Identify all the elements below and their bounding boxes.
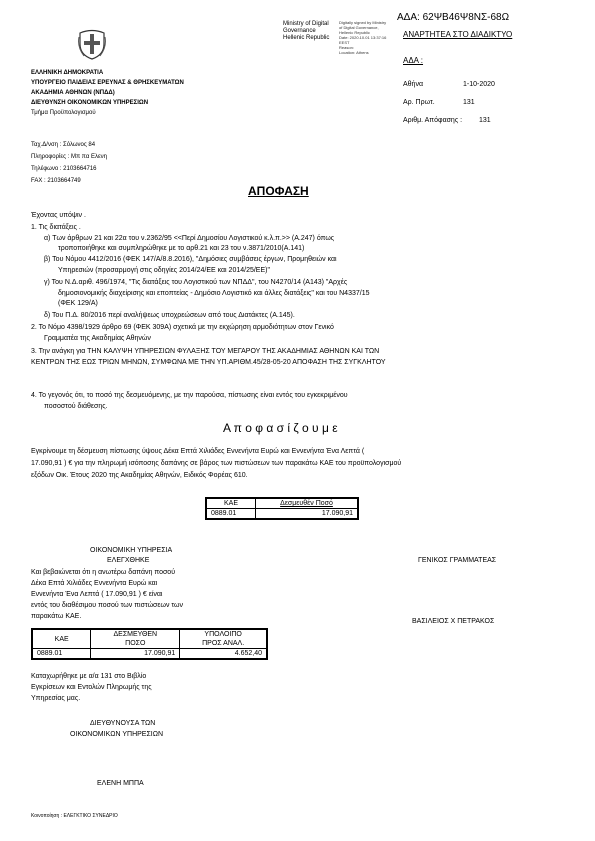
item-b-line2: Υπηρεσιών (προσαρμογή στις οδηγίες 2014/24/ΕΕ και 2014/25/ΕΕ)" — [58, 267, 270, 274]
decision-label: Αριθμ. Απόφασης : — [403, 117, 463, 124]
item-g-line3: (ΦΕΚ 129/Α) — [58, 300, 98, 307]
header-line: ΕΛΛΗΝΙΚΗ ΔΗΜΟΚΡΑΤΙΑ — [31, 70, 104, 76]
certification-line: Εννενήντα Ένα Λεπτά ( 17.090,91 ) € είναι — [31, 591, 163, 598]
signature-line: Digitally signed by Ministry — [339, 20, 387, 25]
ministry-line: Ministry of Digital — [283, 21, 329, 27]
contact-line: Τηλέφωνο : 2103664716 — [31, 166, 97, 172]
header-line: ΥΠΟΥΡΓΕΙΟ ΠΑΙΔΕΙΑΣ ΕΡΕΥΝΑΣ & ΘΡΗΣΚΕΥΜΑΤΩΝ — [31, 80, 184, 86]
cell-kae: 0889.01 — [32, 649, 91, 660]
item-a-line1: α) Των άρθρων 21 και 22α του ν.2362/95 <<Περί Δημοσίου Λογιστικού κ.λ.π.>> (Α.247) όπως — [44, 235, 335, 242]
certification-line: παρακάτω ΚΑΕ. — [31, 613, 82, 620]
approval-line1: Εγκρίνουμε τη δέσμευση πίστωσης ύψους Δέκα Επτά Χιλιάδες Εννενήντα Ευρώ και Εννενήντα Ένα Λεπτά ( — [31, 448, 365, 455]
balance-table — [31, 628, 268, 660]
registration-line: Καταχωρήθηκε με α/α 131 στο Βιβλίο — [31, 673, 147, 680]
checked-label: ΕΛΕΓΧΘΗΚΕ — [107, 557, 150, 564]
considering-label: Έχοντας υπόψιν . — [31, 212, 86, 219]
director-name: ΕΛΕΝΗ ΜΠΠΑ — [97, 780, 144, 787]
financial-service: ΟΙΚΟΝΟΜΙΚΗ ΥΠΗΡΕΣΙΑ — [90, 547, 173, 554]
header-committed-line2: ΠΟΣΟ — [125, 640, 146, 647]
contact-line: FAX : 2103664749 — [31, 178, 81, 184]
secretary-name: ΒΑΣΙΛΕΙΟΣ Χ ΠΕΤΡΑΚΟΣ — [412, 618, 495, 625]
item-g-line1: γ) Του Ν.Δ.αριθ. 496/1974, "Τις διατάξεις του Λογιστικού των ΝΠΔΔ", του Ν4270/14 (Α143) "Αρχές — [44, 279, 348, 286]
signature-line: Hellenic Republic — [339, 30, 370, 35]
director-title-line2: ΟΙΚΟΝΟΜΙΚΩΝ ΥΠΗΡΕΣΙΩΝ — [70, 731, 164, 738]
registration-line: Υπηρεσίας μας. — [31, 695, 81, 702]
secretary-title: ΓΕΝΙΚΟΣ ΓΡΑΜΜΑΤΕΑΣ — [418, 557, 497, 564]
item-3-line1: 3. Την ανάγκη για ΤΗΝ ΚΑΛΥΨΗ ΥΠΗΡΕΣΙΩΝ ΦΥΛΑΞΗΣ ΤΟΥ ΜΕΓΑΡΟΥ ΤΗΣ ΑΚΑΔΗΜΙΑΣ ΑΘΗΝΩΝ ΚΑΙ ΤΩΝ — [31, 348, 380, 355]
certification-text — [31, 567, 183, 622]
certification-line: Δέκα Επτά Χιλιάδες Εννενήντα Ευρώ και — [31, 580, 158, 587]
header-committed — [91, 629, 180, 649]
protocol-number: 131 — [463, 99, 475, 106]
athens-date: 1-10-2020 — [463, 81, 495, 88]
ministry-text — [283, 21, 329, 42]
registration-note — [31, 671, 152, 704]
item-g-line2: δημοσιονομικής διαχείρισης και εποπτείας - Δημόσιο Λογιστικό και άλλες διατάξεις" και του Ν4337/15 — [58, 290, 370, 297]
header-remaining — [180, 629, 267, 649]
athens-label: Αθήνα — [403, 81, 424, 88]
signature-line: of Digital Governance, — [339, 25, 379, 30]
org-header — [31, 68, 184, 118]
certification-line: εντός του διαθέσιμου ποσού των πιστώσεων των — [31, 602, 184, 609]
item-2-line1: 2. Το Νόμο 4398/1929 άρθρο 69 (ΦΕΚ 309Α) σχετικά με την εκχώρηση αρμοδιότητων στον Γενικό — [31, 324, 334, 331]
coat-of-arms-emblem — [78, 27, 106, 60]
contact-line: Πληροφορίες : Μπ πα Ελενη — [31, 154, 107, 160]
decision-number: 131 — [479, 117, 491, 124]
protocol-label: Αρ. Πρωτ. — [403, 99, 435, 106]
item-4-line1: 4. Το γεγονός ότι, το ποσό της δεσμευόμενης, με την παρούσα, πίστωσης είναι εντός του εγκεκριμένου — [31, 392, 348, 399]
page-title: ΑΠΟΦΑΣΗ — [248, 184, 309, 198]
signature-line: Location: Athens — [339, 50, 369, 55]
contact-line: Ταχ.Δ/νση : Σόλωνος 84 — [31, 142, 96, 148]
item-1: 1. Τις διατάξεις . — [31, 224, 81, 231]
header-kae: ΚΑΕ — [206, 498, 256, 509]
header-remaining-line2: ΠΡΟΣ ΑΝΑΛ. — [202, 640, 245, 647]
ada-label: ΑΔΑ : — [403, 56, 424, 65]
cell-amount: 17.090,91 — [91, 649, 180, 660]
header-kae: ΚΑΕ — [32, 629, 91, 649]
approval-line2: 17.090,91 ) € για την πληρωμή ισόποσης δαπάνης σε βάρος των πιστώσεων των παρακάτω ΚΑΕ του προϋπολογισμού — [31, 460, 402, 467]
item-b-line1: β) Του Νόμου 4412/2016 (ΦΕΚ 147/Α/8.8.2016), "Δημόσιες συμβάσεις έργων, Προμηθειών και — [44, 256, 337, 263]
director-title-line1: ΔΙΕΥΘΥΝΟΥΣΑ ΤΩΝ — [90, 720, 156, 727]
ministry-line: Hellenic Republic — [283, 35, 330, 41]
signature-line: Date: 2020.10.01 13:37:16 — [339, 35, 387, 40]
department: Τμήμα Προϋπολογισμού — [31, 110, 96, 116]
table-row — [206, 509, 358, 520]
commitment-table — [205, 497, 359, 520]
item-d: δ) Του Π.Δ. 80/2016 περί αναλήψεως υποχρεώσεων από τους Διατάκτες (Α.145). — [44, 312, 295, 319]
signature-line: EEST — [339, 40, 350, 45]
certification-line: Και βεβαιώνεται ότι η ανωτέρω δαπάνη ποσού — [31, 569, 176, 576]
cell-amount: 17.090,91 — [256, 509, 359, 520]
publish-notice: ΑΝΑΡΤΗΤΕΑ ΣΤΟ ΔΙΑΔΙΚΤΥΟ — [403, 30, 513, 39]
registration-line: Εγκρίσεων και Εντολών Πληρωμής της — [31, 684, 152, 691]
decide-heading: Α π ο φ α σ ί ζ ο υ μ ε — [223, 421, 338, 435]
header-line: ΑΚΑΔΗΜΙΑ ΑΘΗΝΩΝ (ΝΠΔΔ) — [31, 90, 115, 96]
contact-info — [31, 139, 107, 187]
ministry-line: Governance — [283, 28, 316, 34]
item-a-line2: τροποποιήθηκε και συμπληρώθηκε με το αρθ.21 και 23 του ν.3871/2010(Α.141) — [58, 245, 305, 252]
header-remaining-line1: ΥΠΟΛΟΙΠΟ — [204, 631, 242, 638]
table-header-row — [206, 498, 358, 509]
approval-line3: εξόδων Οικ. Έτους 2020 της Ακαδημίας Αθηνών, Ειδικός Φορέας 610. — [31, 472, 248, 479]
table-row — [32, 649, 267, 660]
header-committed-line1: ΔΕΣΜΕΥΘΕΝ — [113, 631, 158, 638]
cell-remaining: 4.652,40 — [180, 649, 267, 660]
distribution-note: Κοινοποίηση : ΕΛΕΓΚΤΙΚΟ ΣΥΝΕΔΡΙΟ — [31, 813, 118, 819]
header-amount: Δεσμευθέν Ποσό — [256, 498, 359, 509]
item-4-line2: ποσοστού διάθεσης. — [44, 403, 108, 410]
digital-signature — [339, 20, 386, 55]
table-header-row — [32, 629, 267, 649]
cell-kae: 0889.01 — [206, 509, 256, 520]
signature-line: Reason: — [339, 45, 354, 50]
header-line: ΔΙΕΥΘΥΝΣΗ ΟΙΚΟΝΟΜΙΚΩΝ ΥΠΗΡΕΣΙΩΝ — [31, 100, 149, 106]
item-3-line2: ΚΕΝΤΡΩΝ ΤΗΣ ΕΩΣ ΤΡΙΩΝ ΜΗΝΩΝ, ΣΥΜΦΩΝΑ ΜΕ ΤΗΝ ΥΠ.ΑΡΙΘΜ.45/28-05-20 ΑΠΟΦΑΣΗ ΤΗΣ ΣΥΓΚΛΗΤΟΥ — [31, 359, 386, 366]
ada-code: ΑΔΑ: 62ΨΒ46Ψ8ΝΣ-68Ω — [397, 12, 510, 23]
item-2-line2: Γραμματέα της Ακαδημίας Αθηνών — [44, 335, 151, 342]
